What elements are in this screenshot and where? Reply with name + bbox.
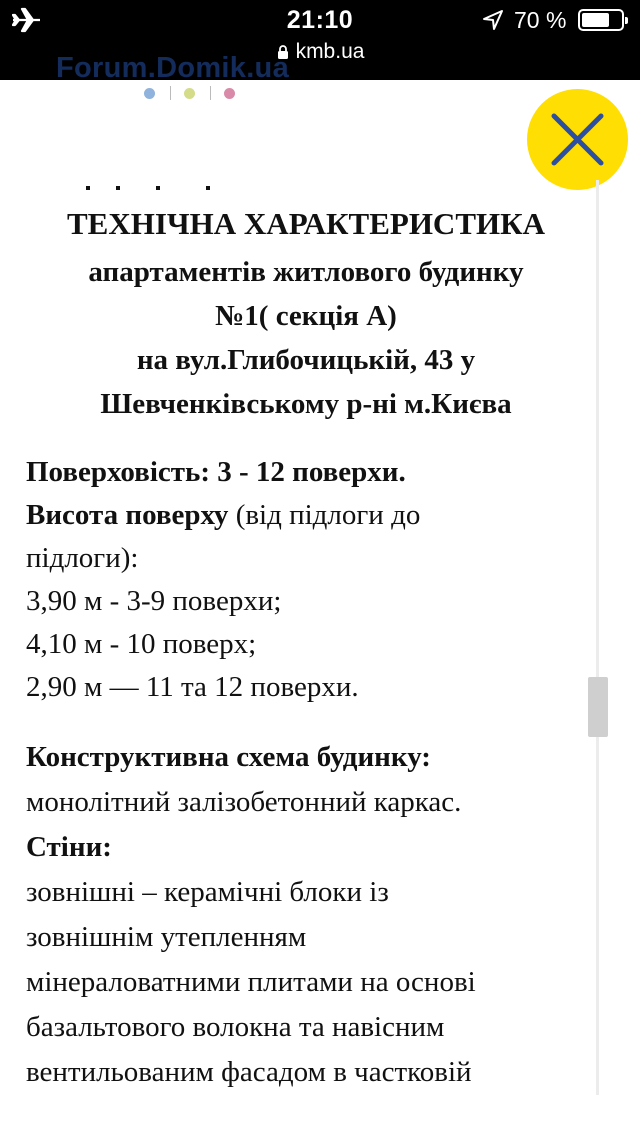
structural-scheme-label: Конструктивна схема будинку:: [26, 741, 431, 773]
walls-line-5: вентильованим фасадом в частковій: [26, 1056, 472, 1088]
location-arrow-icon: [482, 9, 504, 31]
floor-height-item-3: 2,90 м — 11 та 12 поверхи.: [26, 671, 359, 703]
status-bar: [0, 0, 640, 40]
walls-line-2: зовнішнім утепленням: [26, 921, 307, 953]
watermark-dot-1: [144, 88, 155, 99]
url-text[interactable]: kmb.ua: [295, 40, 365, 63]
walls-line-1: зовнішні – керамічні блоки із: [26, 876, 389, 908]
watermark-separator: [170, 86, 171, 100]
document-subheading-line-1: апартаментів житлового будинку: [88, 256, 524, 288]
floors-count: Поверховість: 3 - 12 поверхи.: [26, 456, 406, 488]
document-content: [26, 160, 586, 1092]
battery-fill: [582, 13, 609, 27]
battery-percentage: 70 %: [514, 7, 567, 33]
watermark-separator: [210, 86, 211, 100]
floor-height-item-2: 4,10 м - 10 поверх;: [26, 628, 257, 660]
battery-nub: [625, 17, 628, 24]
document-heading: ТЕХНІЧНА ХАРАКТЕРИСТИКА: [67, 206, 545, 241]
document-subheading-line-2: №1( секція А): [215, 300, 397, 332]
floor-height-label: Висота поверху: [26, 499, 229, 531]
watermark-dots: [144, 88, 244, 100]
document-subheading-line-3: на вул.Глибочицькій, 43 у: [136, 344, 476, 376]
structural-scheme-value: монолітний залізобетонний каркас.: [26, 786, 462, 818]
scrollbar-track[interactable]: [596, 180, 599, 1095]
walls-line-4: базальтового волокна та навісним: [26, 1011, 445, 1043]
status-time: 21:10: [286, 6, 354, 34]
floor-height-note-cont: підлоги):: [26, 542, 139, 574]
bottom-blank-area: [0, 1095, 640, 1136]
cropped-text-line: [86, 180, 236, 190]
floor-height-item-1: 3,90 м - 3-9 поверхи;: [26, 585, 282, 617]
scrollbar-thumb[interactable]: [588, 677, 608, 737]
floor-height-note: (від підлоги до: [228, 499, 421, 531]
battery-icon: [578, 9, 624, 31]
watermark-dot-3: [224, 88, 235, 99]
watermark-dot-2: [184, 88, 195, 99]
walls-line-3: мінераловатними плитами на основі: [26, 966, 476, 998]
floor-height-line: [26, 494, 586, 537]
walls-label: Стіни:: [26, 831, 112, 863]
document-subheading-line-4: Шевченківському р-ні м.Києва: [100, 388, 512, 420]
watermark-logo: Forum.Domik.ua: [56, 52, 289, 84]
